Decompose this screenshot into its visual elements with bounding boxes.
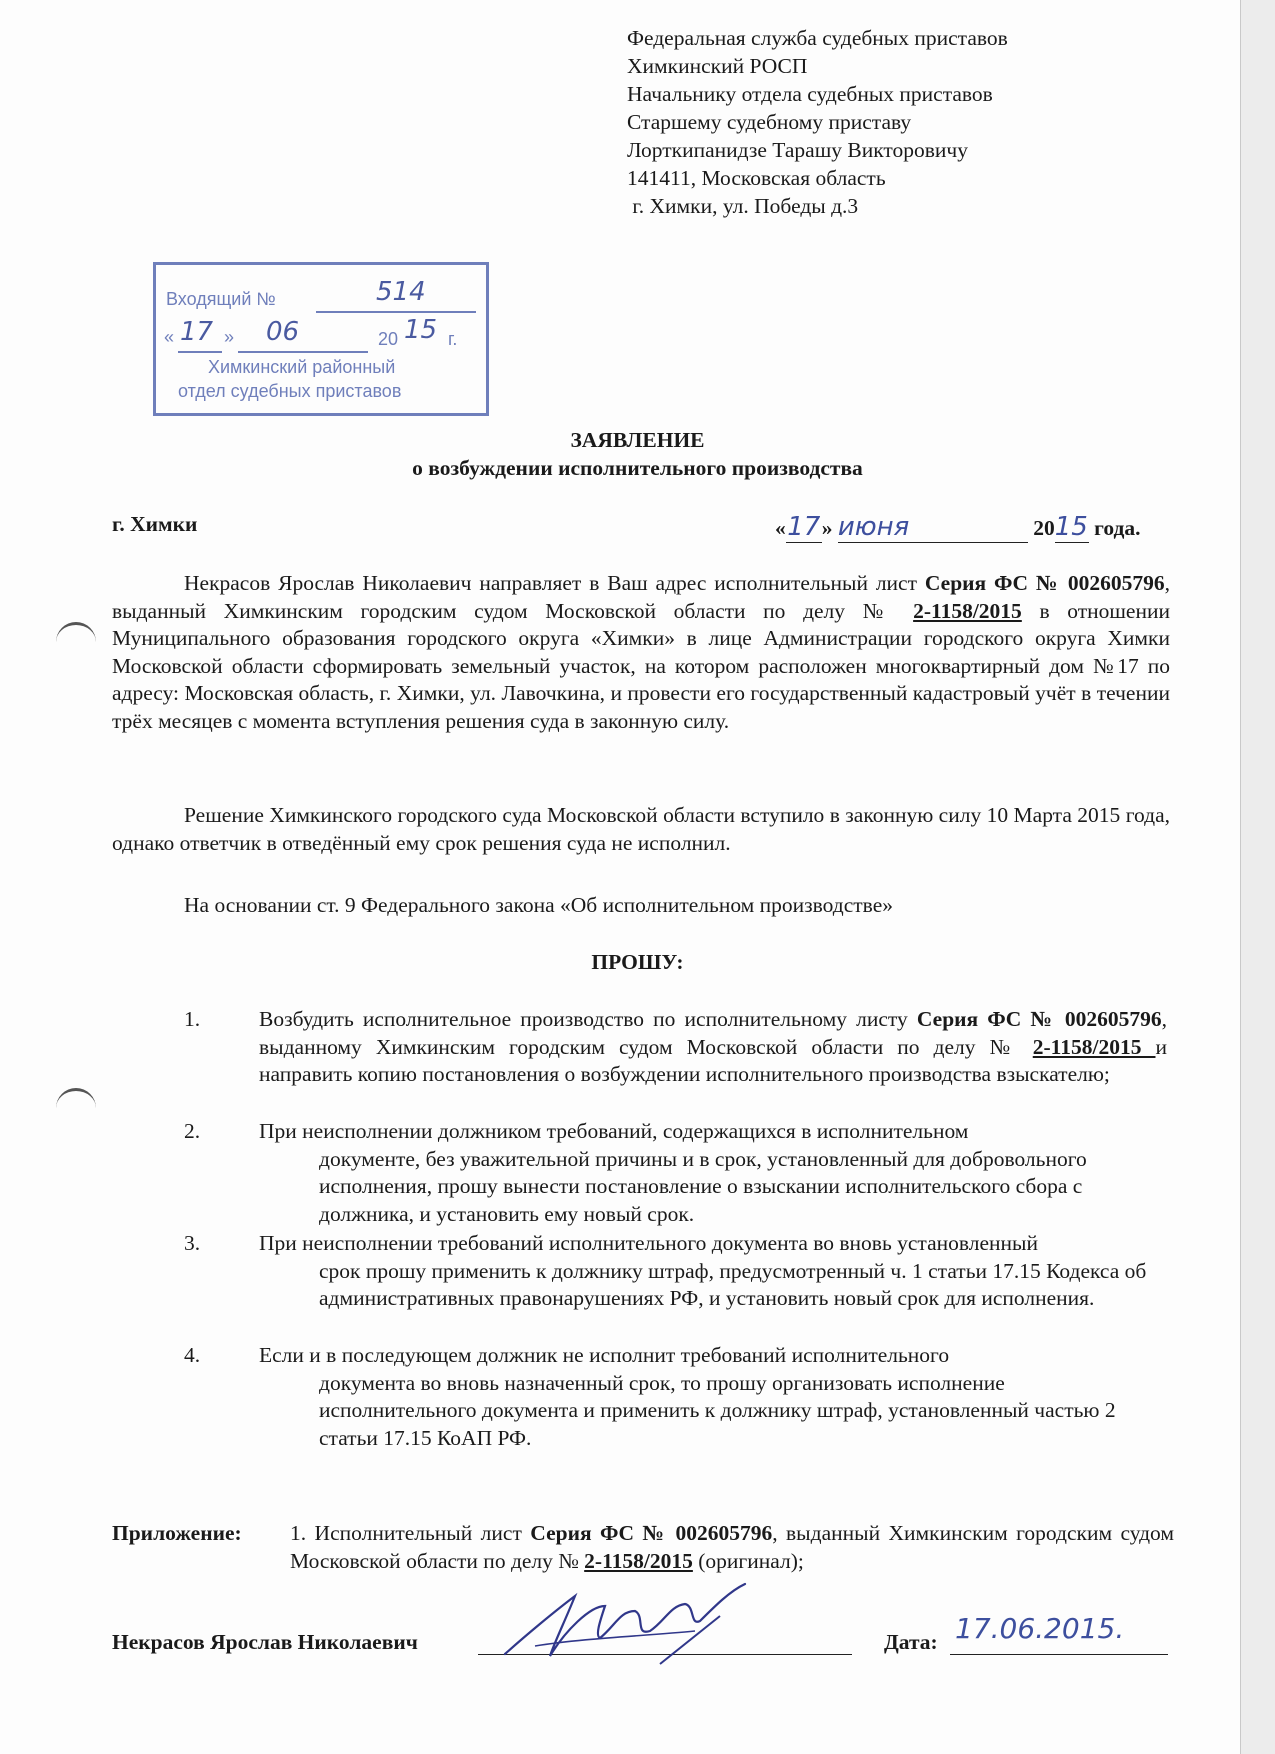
addressee-line: Федеральная служба судебных приставов	[627, 26, 1008, 50]
request-item-number: 2.	[184, 1119, 201, 1143]
addressee-line: 141411, Московская область	[627, 166, 886, 190]
item3-rest: срок прошу применить к должнику штраф, предусмотренный ч. 1 статьи 17.15 Кодекса об административных правонарушениях РФ, и установить новый срок для исполнения.	[319, 1258, 1147, 1310]
body-paragraph-3: На основании ст. 9 Федерального закона «Об исполнительном производстве»	[184, 893, 893, 917]
date-month: июня	[837, 512, 910, 542]
stamp-year-end: г.	[448, 329, 458, 349]
item4-rest: документа во вновь назначенный срок, то прошу организовать исполнение исполнительного документа и применить к должнику штраф, установленный частью 2 статьи 17.15 КоАП РФ.	[319, 1370, 1116, 1450]
body-paragraph-1	[112, 570, 1170, 735]
request-item	[184, 1230, 1174, 1342]
signature-date: 17.06.2015.	[955, 1612, 1125, 1645]
stamp-month-line	[238, 351, 368, 353]
stamp-incoming-label: Входящий №	[166, 289, 276, 309]
item1-text-2: , выданному Химкинским городским судом Московской области по делу №	[259, 1007, 1167, 1059]
attachment-text-2: , выданный Химкинским городским судом Московской области по делу №	[290, 1521, 1175, 1573]
addressee-line: Лорткипанидзе Тарашу Викторовичу	[627, 138, 968, 162]
document-date	[775, 512, 1175, 543]
stamp-number-line	[316, 311, 476, 313]
request-item-number: 3.	[184, 1231, 201, 1255]
stamp-incoming-number: 514	[376, 277, 426, 307]
addressee-line: Начальнику отдела судебных приставов	[627, 82, 993, 106]
p1-text-2: , выданный Химкинским городским судом Московской области по делу №	[112, 571, 1170, 623]
attachment-case-number: 2-1158/2015	[584, 1548, 693, 1573]
item1-writ-series: Серия ФС № 002605796	[916, 1007, 1162, 1031]
item1-case-number: 2-1158/2015	[1032, 1034, 1156, 1059]
city-label: г. Химки	[112, 512, 198, 536]
attachment-number: 1.	[290, 1521, 307, 1545]
stamp-close-quote: »	[224, 327, 235, 347]
date-open-quote: «	[775, 516, 786, 540]
request-item	[184, 1118, 1174, 1230]
punch-hole	[56, 622, 96, 647]
date-year-prefix: 20	[1033, 516, 1055, 540]
attachment-block	[112, 1520, 1174, 1580]
stamp-org-line1: Химкинский районный	[208, 357, 396, 377]
handwritten-signature	[495, 1576, 755, 1666]
request-item-number: 1.	[184, 1007, 201, 1031]
p1-text-1: Некрасов Ярослав Николаевич направляет в Ваш адрес исполнительный лист	[184, 571, 925, 595]
date-label: Дата:	[884, 1630, 938, 1654]
stamp-month: 06	[266, 317, 300, 347]
item2-first-line: При неисполнении должником требований, содержащихся в исполнительном	[259, 1119, 969, 1143]
item1-text-3: и направить копию постановления о возбуждении исполнительного производства взыскателю;	[259, 1034, 1167, 1086]
date-line	[950, 1654, 1168, 1655]
attachment-writ-series: Серия ФС № 002605796	[530, 1521, 773, 1545]
incoming-stamp	[153, 262, 489, 416]
item2-rest: документе, без уважительной причины и в срок, установленный для добровольного исполнения, прошу вынести постановление о взыскании исполнительского сбора с должника, и установить ему новый срок.	[319, 1146, 1087, 1226]
request-item	[184, 1342, 1174, 1454]
date-close-quote: »	[821, 516, 833, 540]
body-paragraph-2: Решение Химкинского городского суда Московской области вступило в законную силу 10 Марта 2015 года, однако ответчик в отведённый ему срок решения суда не исполнил.	[112, 803, 1170, 855]
addressee-line: Старшему судебному приставу	[627, 110, 912, 134]
stamp-org-line2: отдел судебных приставов	[178, 381, 402, 401]
attachment-text-3: (оригинал);	[692, 1548, 804, 1573]
date-year-suffix: 15	[1054, 512, 1088, 542]
addressee-line: г. Химки, ул. Победы д.3	[627, 194, 859, 218]
stamp-day: 17	[180, 317, 214, 347]
stamp-open-quote: «	[164, 327, 175, 347]
punch-hole	[56, 1088, 96, 1113]
p1-text-3: в отношении Муниципального образования городского округа «Химки» в лице Администрации городского округа Химки Московской области сформировать земельный участок, на котором расположен многоквартирный дом №17 по адресу: Московская область, г. Химки, ул. Лавочкина, и провести его государственный кадастровый учёт в течении трёх месяцев с момента вступления решения суда в законную силу.	[112, 598, 1170, 733]
stamp-day-line	[178, 351, 222, 353]
request-item-text	[259, 1006, 1167, 1089]
stamp-year-suffix: 15	[404, 315, 438, 345]
p1-case-number: 2-1158/2015	[913, 598, 1022, 623]
document-subtitle: о возбуждении исполнительного производства	[412, 456, 863, 480]
document-title: ЗАЯВЛЕНИЕ	[570, 428, 705, 452]
request-item-text	[259, 1118, 1167, 1228]
request-item-text	[259, 1342, 1167, 1452]
request-heading: ПРОШУ:	[591, 950, 684, 974]
attachment-item	[290, 1520, 1174, 1575]
date-day: 17	[787, 512, 821, 542]
addressee-line: Химкинский РОСП	[627, 54, 808, 78]
attachment-label: Приложение:	[112, 1521, 242, 1545]
addressee-block	[627, 24, 1008, 220]
item1-text-1: Возбудить исполнительное производство по исполнительному листу	[259, 1007, 917, 1031]
item3-first-line: При неисполнении требований исполнительного документа во вновь установленный	[259, 1231, 1038, 1255]
signer-name: Некрасов Ярослав Николаевич	[112, 1630, 418, 1654]
p1-writ-series: Серия ФС № 002605796	[924, 571, 1165, 595]
request-item	[184, 1006, 1174, 1118]
request-item-number: 4.	[184, 1343, 201, 1367]
date-year-word: года.	[1094, 516, 1141, 540]
stamp-year-prefix: 20	[378, 329, 399, 349]
attachment-text-1: Исполнительный лист	[314, 1521, 531, 1545]
item4-first-line: Если и в последующем должник не исполнит требований исполнительного	[259, 1343, 950, 1367]
page-edge	[1240, 0, 1275, 1754]
request-item-text	[259, 1230, 1167, 1313]
